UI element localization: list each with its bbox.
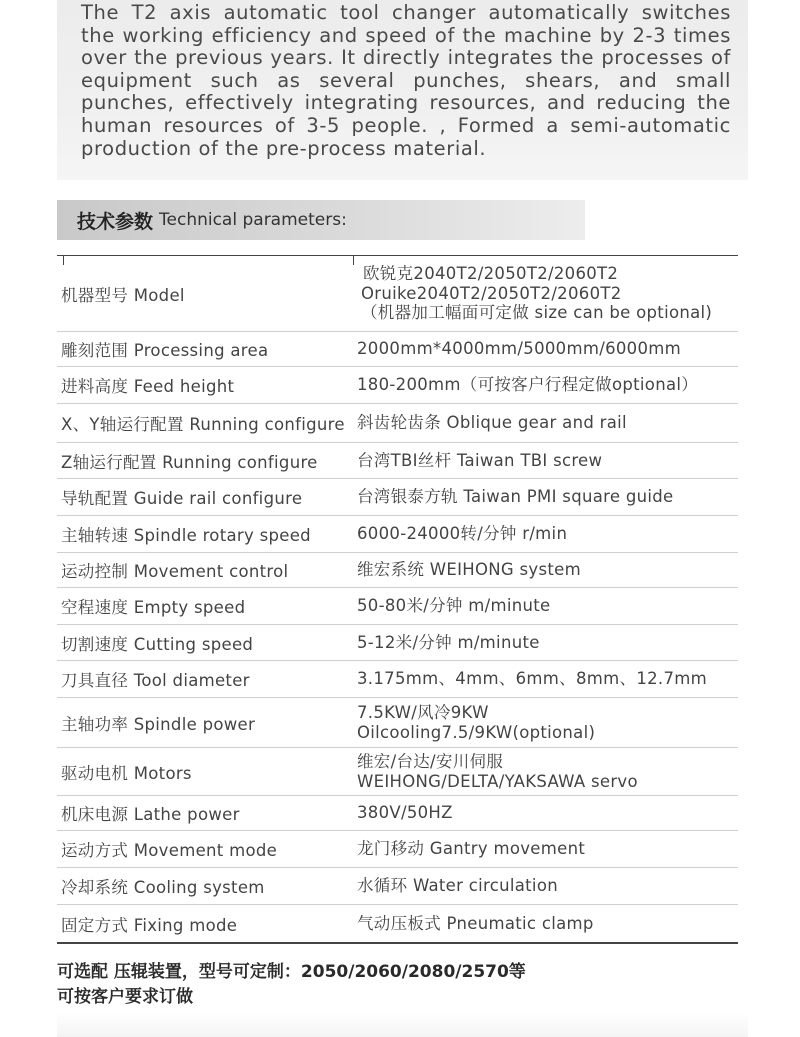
table-row (57, 661, 738, 698)
table-row (57, 404, 738, 443)
table-row (57, 553, 738, 588)
table-row (57, 748, 738, 796)
param-value-line: WEIHONG/DELTA/YAKSAWA servo (357, 771, 638, 791)
footer-line-2: 可按客户要求订做 (57, 987, 193, 1007)
param-label: 主轴功率 Spindle power (61, 714, 256, 734)
param-value-line: 380V/50HZ (357, 803, 453, 823)
footer-line-1: 可选配 压辊装置，型号可定制：2050/2060/2080/2570等 (57, 962, 526, 982)
param-label: 刀具直径 Tool diameter (61, 671, 250, 690)
param-value-line: 龙门移动 Gantry movement (357, 839, 586, 859)
param-label: 空程速度 Empty speed (61, 598, 246, 617)
param-value (357, 633, 738, 653)
table-row (57, 443, 738, 479)
intro-text: The T2 axis automatic tool changer automatically switches the working efficiency and speed of the machine by 2-3 times over the previous years. It directly integrates the processes of equipment such as several punches, shears, and small punches, effectively integrating resources, and reducing the human resources of 3-5 people. , Formed a semi-automatic production of the pre-process material. (81, 1, 731, 160)
param-label: 运动控制 Movement control (61, 562, 289, 581)
param-label: X、Y轴运行配置 Running configure (61, 415, 345, 434)
param-value-line: 5-12米/分钟 m/minute (357, 632, 540, 652)
param-value-line: （机器加工幅面可定做 size can be optional) (361, 303, 713, 323)
param-value-line: 50-80米/分钟 m/minute (357, 596, 551, 616)
table-row (57, 698, 738, 748)
param-value (357, 451, 738, 471)
param-value-line: 7.5KW/风冷9KW (357, 703, 489, 722)
param-value (357, 876, 738, 896)
param-label: Z轴运行配置 Running configure (61, 452, 318, 472)
param-value (357, 669, 738, 689)
section-header (57, 200, 585, 240)
section-title-en: Technical parameters: (159, 210, 347, 230)
param-label: 机床电源 Lathe power (61, 805, 240, 824)
param-label: 主轴转速 Spindle rotary speed (61, 526, 311, 545)
param-value-line: 气动压板式 Pneumatic clamp (357, 913, 594, 933)
param-value (357, 524, 738, 544)
param-value-line: 3.175mm、4mm、6mm、8mm、12.7mm (357, 669, 707, 689)
table-row (57, 256, 738, 332)
param-label: 冷却系统 Cooling system (61, 878, 265, 897)
param-value-line: Oilcooling7.5/9KW(optional) (357, 722, 596, 742)
table-row (57, 479, 738, 516)
table-row (57, 796, 738, 831)
param-value-line: 水循环 Water circulation (357, 876, 558, 896)
table-tick-left (63, 256, 64, 265)
param-value (357, 839, 738, 859)
param-label: 雕刻范围 Processing area (61, 341, 269, 360)
param-value-line: 维宏系统 WEIHONG system (357, 560, 581, 580)
param-label: 导轨配置 Guide rail configure (61, 489, 303, 508)
param-value-line: 欧锐克2040T2/2050T2/2060T2 (363, 264, 619, 284)
param-value-line: 2000mm*4000mm/5000mm/6000mm (357, 339, 682, 359)
param-value (357, 339, 738, 359)
param-value-line: 180-200mm（可按客户行程定做optional） (357, 375, 699, 395)
parameters-table (57, 255, 738, 944)
param-value (357, 487, 738, 507)
section-title-zh: 技术参数 (77, 210, 154, 233)
bottom-fade (57, 1012, 748, 1037)
param-value-line: 台湾银泰方轨 Taiwan PMI square guide (357, 487, 674, 507)
table-row (57, 367, 738, 404)
param-value-line: 台湾TBI丝杆 Taiwan TBI screw (357, 450, 603, 470)
param-label: 运动方式 Movement mode (61, 841, 278, 860)
param-label: 驱动电机 Motors (61, 763, 192, 783)
param-value (357, 375, 738, 395)
param-value (357, 803, 738, 823)
param-value-line: Oruike2040T2/2050T2/2060T2 (361, 283, 622, 303)
footer-note (57, 960, 757, 1010)
param-value (357, 413, 738, 433)
param-value-line: 6000-24000转/分钟 r/min (357, 524, 568, 544)
param-value (357, 560, 738, 580)
table-row (57, 332, 738, 367)
param-value-line: 斜齿轮齿条 Oblique gear and rail (357, 413, 627, 433)
param-value (357, 752, 738, 791)
table-row (57, 625, 738, 661)
param-value (357, 703, 738, 742)
table-row (57, 588, 738, 625)
param-label: 机器型号 Model (61, 285, 185, 305)
param-label: 进料高度 Feed height (61, 377, 235, 396)
intro-panel (57, 0, 748, 180)
param-label: 切割速度 Cutting speed (61, 634, 254, 654)
table-row (57, 516, 738, 553)
table-tick-mid (353, 256, 354, 265)
param-label: 固定方式 Fixing mode (61, 915, 238, 935)
param-value-line: 维宏/台达/安川伺服 (357, 752, 504, 771)
param-value (357, 914, 738, 934)
table-row (57, 831, 738, 868)
param-value (357, 596, 738, 616)
param-value (357, 264, 738, 323)
table-row (57, 868, 738, 905)
table-row (57, 905, 738, 942)
